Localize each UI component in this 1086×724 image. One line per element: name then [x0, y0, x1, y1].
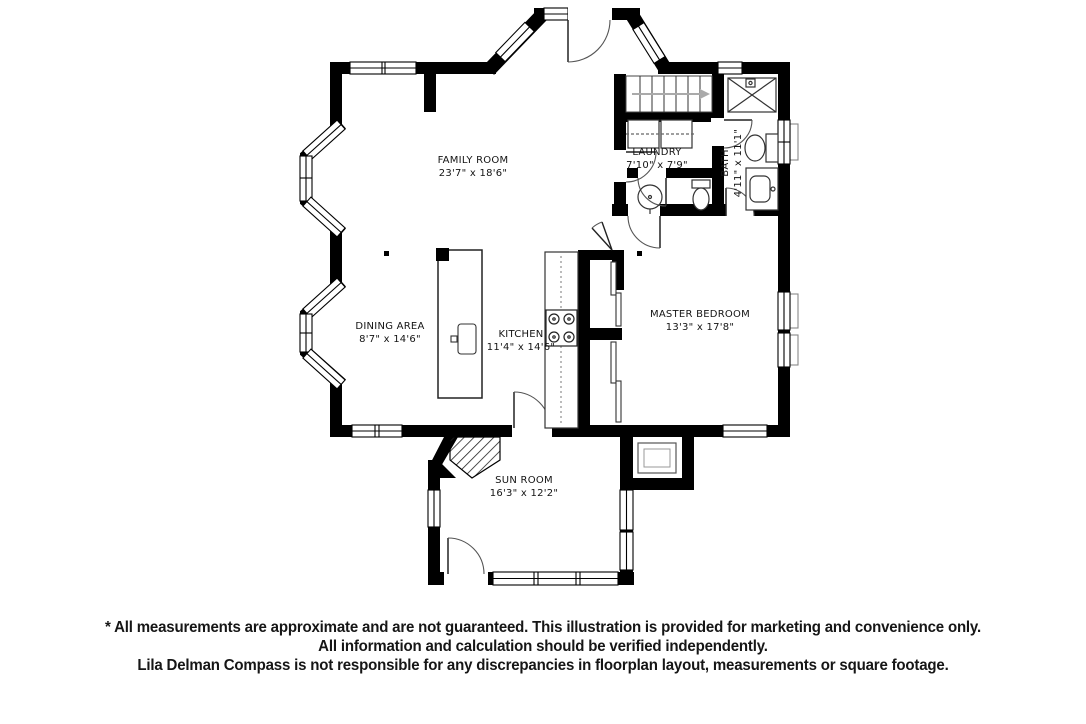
room-label-family-room	[438, 154, 509, 180]
room-label-dining-area	[355, 320, 424, 346]
hall-ajar-door	[592, 222, 612, 250]
disclaimer-line-2: All information and calculation should be verified independently.	[318, 638, 768, 655]
entry-door	[568, 20, 610, 62]
sun-room-name: SUN ROOM	[495, 475, 553, 486]
disclaimer-footer	[0, 618, 1086, 675]
bath-vanity-sink-icon	[746, 168, 778, 210]
porch-landing	[638, 443, 676, 473]
master-bedroom-name: MASTER BEDROOM	[649, 309, 751, 320]
family-room-name: FAMILY ROOM	[437, 155, 509, 166]
powder-door	[638, 178, 666, 206]
stair-direction-arrow	[632, 89, 710, 99]
disclaimer-line-3: Lila Delman Compass is not responsible for any discrepancies in floorplan layout, measurements or square footage.	[137, 657, 949, 674]
disclaimer-line-1: * All measurements are approximate and are not guaranteed. This illustration is provided for marketing and convenience only.	[105, 619, 981, 636]
shower-icon	[728, 78, 776, 112]
master-bedroom-dims: 13'3" x 17'8"	[665, 322, 735, 333]
sunroom-exterior-door	[448, 538, 484, 574]
kitchen-island	[436, 248, 482, 398]
family-room-dims: 23'7" x 18'6"	[438, 168, 508, 179]
master-door	[628, 216, 660, 248]
bath-dims: 4'11" x 11'1"	[733, 128, 744, 198]
sun-room-dims: 16'3" x 12'2"	[489, 488, 559, 499]
laundry-dims: 7'10" x 7'9"	[626, 160, 688, 171]
kitchen-name: KITCHEN	[498, 329, 544, 340]
room-label-sun-room	[490, 474, 558, 500]
dining-area-dims: 8'7" x 14'6"	[359, 334, 421, 345]
room-label-kitchen	[487, 328, 555, 354]
room-label-laundry	[626, 146, 688, 172]
room-label-master-bedroom	[650, 308, 750, 334]
dining-area-name: DINING AREA	[355, 321, 425, 332]
staircase	[626, 76, 712, 112]
laundry-name: LAUNDRY	[632, 147, 682, 158]
room-label-bath	[719, 129, 745, 197]
powder-toilet-icon	[692, 180, 710, 210]
bath-toilet-icon	[745, 134, 778, 162]
bath-name: BATH	[720, 149, 731, 177]
kitchen-dims: 11'4" x 14'6"	[486, 342, 556, 353]
washer-dryer-icon	[626, 120, 694, 148]
